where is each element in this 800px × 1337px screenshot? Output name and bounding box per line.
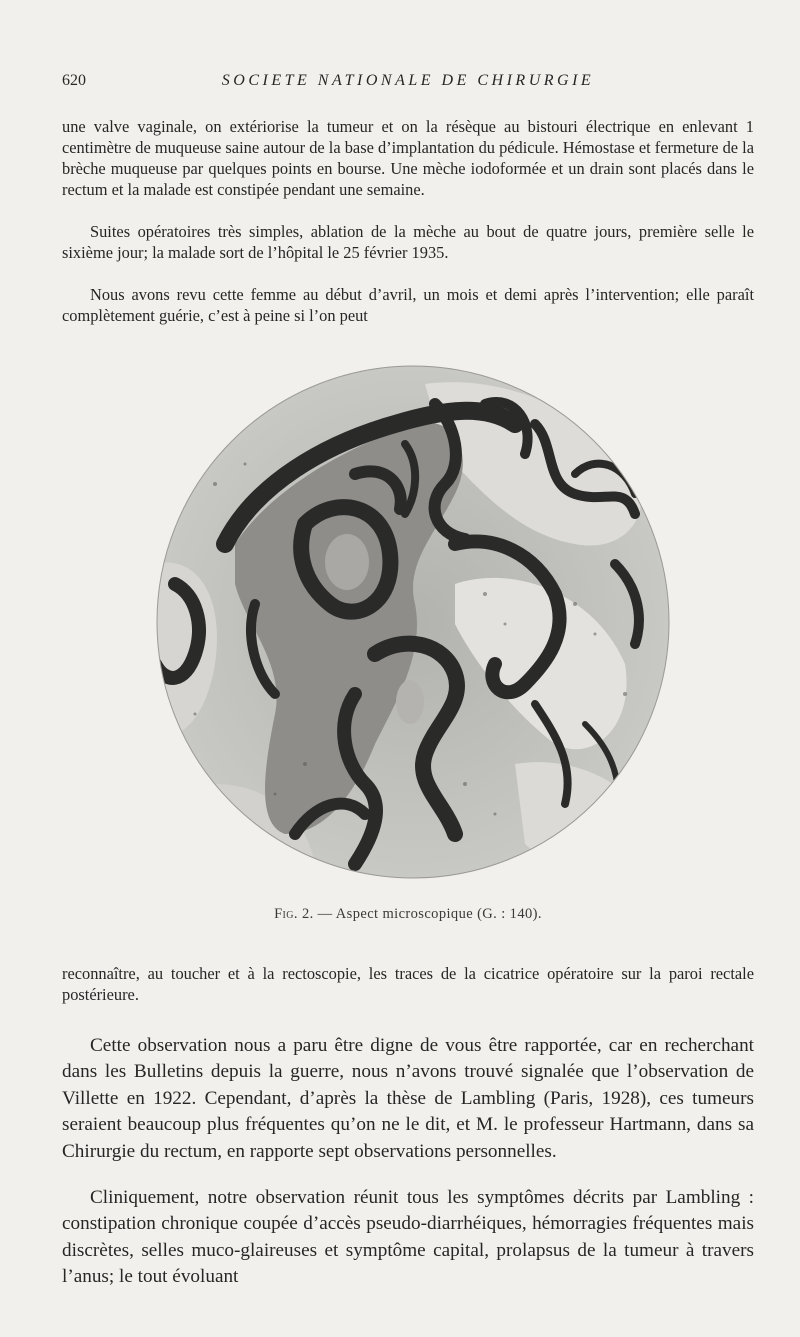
figure-label: Fig. 2. bbox=[274, 906, 314, 922]
paragraph-recognition: reconnaître, au toucher et à la rectoscopie, les traces de la cicatrice opératoire sur la paroi rectale postérieure. bbox=[62, 964, 754, 1004]
paragraph-operation: une valve vaginale, on extériorise la tumeur et on la résèque au bistouri électrique en enlevant 1 centimètre de muqueuse saine autour de la base d’implantation du pédicule. Hémostase et fermeture de la brèche muqueuse par quelques points en bourse. Une mèche iodoformée et un drain sont placés dans le rectum et la malade est constipée pendant une semaine. bbox=[62, 117, 754, 199]
running-title: SOCIETE NATIONALE DE CHIRURGIE bbox=[221, 72, 595, 89]
paragraph-suites-operatoires: Suites opératoires très simples, ablation de la mèche au bout de quatre jours, première selle le sixième jour; la malade sort de l’hôpital le 25 février 1935. bbox=[62, 222, 754, 262]
microscopic-figure bbox=[155, 364, 671, 880]
paragraph-follow-up: Nous avons revu cette femme au début d’avril, un mois et demi après l’intervention; elle paraît complètement guérie, c’est à peine si l’on peut bbox=[62, 285, 754, 325]
figure-caption bbox=[62, 906, 754, 923]
paragraph-cliniquement: Cliniquement, notre observation réunit tous les symptômes décrits par Lambling : constipation chronique coupée d’accès pseudo-diarrhéiques, hémorragies fréquentes mais discrètes, selles muco-glaireuses et symptôme capital, prolapsus de la tumeur à travers l’anus; le tout évoluant bbox=[62, 1187, 754, 1288]
gland-lumen bbox=[396, 680, 424, 724]
page-number: 620 bbox=[62, 72, 86, 89]
micrograph-image bbox=[155, 364, 671, 880]
paragraph-observation: Cette observation nous a paru être digne de vous être rapportée, car en recherchant dans les Bulletins depuis la guerre, nous n’avons trouvé signalée que l’observation de Villette en 1922. Cependant, d’après la thèse de Lambling (Paris, 1928), ces tumeurs seraient beaucoup plus fréquentes qu’on ne le dit, et M. le professeur Hartmann, dans sa Chirurgie du rectum, en rapporte sept observations personnelles. bbox=[62, 1035, 754, 1162]
page-header bbox=[62, 72, 754, 94]
figure-caption-text: — Aspect microscopique (G. : 140). bbox=[317, 906, 542, 922]
gland-lumen bbox=[325, 534, 369, 590]
